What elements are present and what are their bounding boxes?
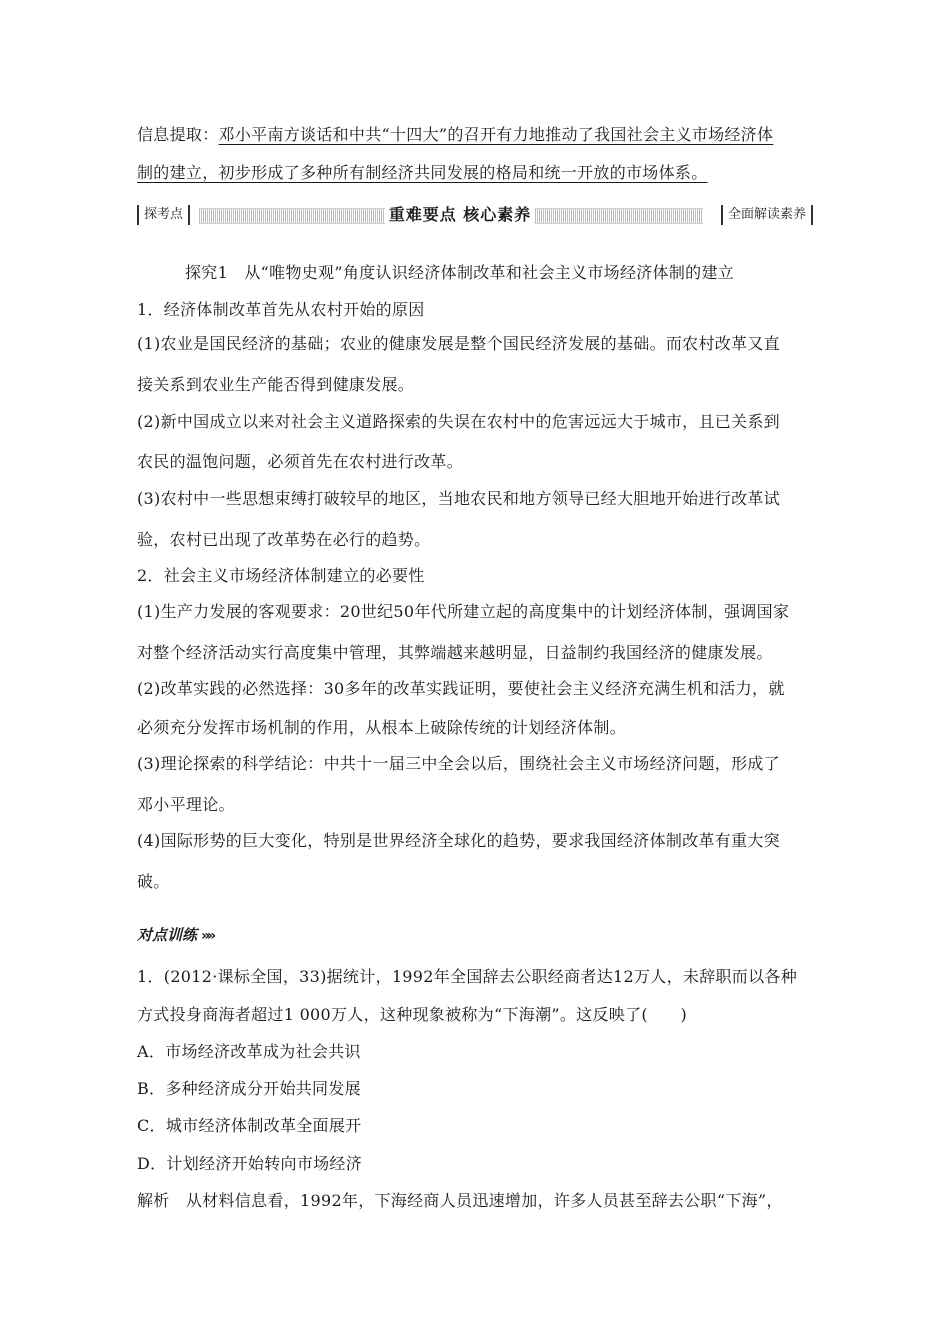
info-line-1 (137, 124, 827, 146)
banner-stripe-left (199, 208, 385, 224)
explore-heading: 探究1 从“唯物史观”角度认识经济体制改革和社会主义市场经济体制的建立 (185, 263, 735, 282)
info-line-2 (137, 162, 827, 184)
para-2-2a: (2)改革实践的必然选择：30多年的改革实践证明，要使社会主义经济充满生机和活力，就 (137, 679, 785, 698)
analysis-line: 解析 从材料信息看，1992年，下海经商人员迅速增加，许多人员甚至辞去公职“下海”， (137, 1191, 783, 1210)
para-2-1a: (1)生产力发展的客观要求：20世纪50年代所建立起的高度集中的计划经济体制，强调国家 (137, 602, 790, 621)
para-1-3a: (3)农村中一些思想束缚打破较早的地区，当地农民和地方领导已经大胆地开始进行改革试 (137, 489, 780, 508)
section-1-title: 1．经济体制改革首先从农村开始的原因 (137, 300, 425, 319)
para-2-3b: 邓小平理论。 (137, 795, 235, 814)
banner-title: 重难要点 核心素养 (388, 205, 532, 224)
practice-heading-text: 对点训练 (137, 926, 198, 944)
double-chevron-icon: »» (201, 928, 214, 944)
section-2-title: 2．社会主义市场经济体制建立的必要性 (137, 566, 425, 585)
option-c: C．城市经济体制改革全面展开 (137, 1116, 362, 1135)
option-d: D．计划经济开始转向市场经济 (137, 1154, 363, 1173)
para-1-1a: (1)农业是国民经济的基础；农业的健康发展是整个国民经济发展的基础。而农村改革又直 (137, 334, 780, 353)
para-2-3a: (3)理论探索的科学结论：中共十一届三中全会以后，围绕社会主义市场经济问题，形成了 (137, 754, 780, 773)
para-2-2b: 必须充分发挥市场机制的作用，从根本上破除传统的计划经济体制。 (137, 718, 627, 737)
para-1-3b: 验，农村已出现了改革势在必行的趋势。 (137, 530, 431, 549)
info-text-1: 邓小平南方谈话和中共“十四大”的召开有力地推动了我国社会主义市场经济体 (218, 125, 774, 144)
para-2-1b: 对整个经济活动实行高度集中管理，其弊端越来越明显，日益制约我国经济的健康发展。 (137, 643, 773, 662)
banner-right-tag: 全面解读素养 (721, 205, 813, 225)
banner-left-tag: 探考点 (137, 205, 190, 225)
para-2-4b: 破。 (137, 872, 170, 891)
para-1-2a: (2)新中国成立以来对社会主义道路探索的失误在农村中的危害远远大于城市，且已关系到 (137, 412, 780, 431)
practice-heading (137, 925, 213, 946)
option-b: B．多种经济成分开始共同发展 (137, 1079, 361, 1098)
section-banner (137, 202, 813, 228)
para-1-1b: 接关系到农业生产能否得到健康发展。 (137, 375, 415, 394)
info-text-2: 制的建立，初步形成了多种所有制经济共同发展的格局和统一开放的市场体系。 (137, 163, 708, 182)
info-label: 信息提取： (137, 125, 219, 144)
option-a: A．市场经济改革成为社会共识 (137, 1042, 361, 1061)
banner-stripe-right (535, 208, 703, 224)
question-1-line-b: 方式投身商海者超过1 000万人，这种现象被称为“下海潮”。这反映了( ) (137, 1005, 688, 1024)
para-1-2b: 农民的温饱问题，必须首先在农村进行改革。 (137, 452, 464, 471)
question-1-line-a: 1．(2012·课标全国，33)据统计，1992年全国辞去公职经商者达12万人，未辞职而以各种 (137, 967, 798, 986)
para-2-4a: (4)国际形势的巨大变化，特别是世界经济全球化的趋势，要求我国经济体制改革有重大突 (137, 831, 780, 850)
